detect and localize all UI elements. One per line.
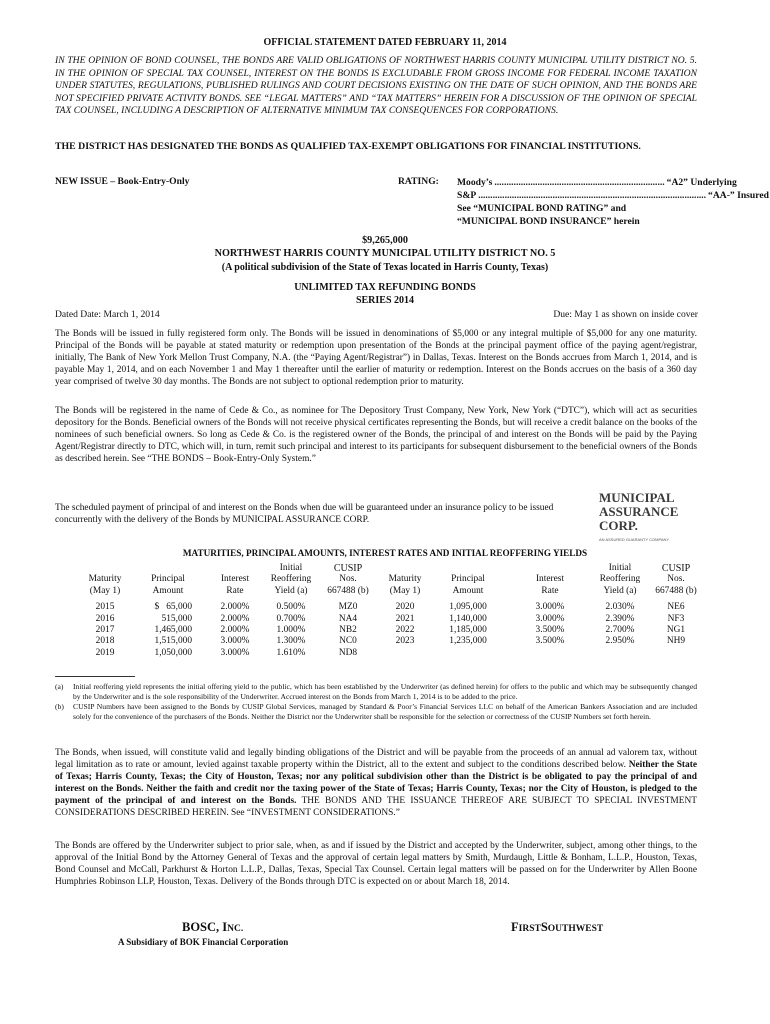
table-cell: 1,050,000: [154, 647, 192, 658]
table-cell: 3.000%: [220, 636, 250, 647]
bosc-subsidiary-line: A Subsidiary of BOK Financial Corporation: [118, 937, 289, 947]
rating-note-2: “MUNICIPAL BOND INSURANCE” herein: [457, 216, 640, 227]
table-cell: 1.610%: [276, 647, 306, 658]
bond-counsel-opinion: IN THE OPINION OF BOND COUNSEL, THE BONDS ARE VALID OBLIGATIONS OF NORTHWEST HARRIS COUNTY MUNICIPAL UTILITY DISTRICT NO. 5. IN THE OPINION OF SPECIAL TAX COUNSEL, INTEREST ON THE BONDS IS EXCLUDABLE FROM GROSS INCOME FOR FEDERAL INCOME TAXATION UNDER STATUTES, REGULATIONS, PUBLISHED RULINGS AND COURT DECISIONS EXISTING ON THE DATE OF SUCH OPINION, AND THE BONDS ARE NOT SPECIFIED PRIVATE ACTIVITY BONDS. SEE “LEGAL MATTERS” AND “TAX MATTERS” HEREIN FOR A DISCUSSION OF THE OPINION OF SPECIAL TAX COUNSEL, INCLUDING A DESCRIPTION OF ALTERNATIVE MINIMUM TAX CONSEQUENCES FOR CORPORATIONS.: [55, 55, 697, 117]
table-header-row: [380, 563, 706, 574]
footnote-label: (a): [55, 682, 64, 691]
table-cell: NB2: [339, 625, 357, 636]
table-cell: 2.000%: [220, 625, 250, 636]
col-maturity: Maturity: [88, 574, 122, 585]
footnote-b: [55, 702, 697, 721]
rating-agency-sp: S&P: [457, 190, 477, 201]
logo-tagline: AN ASSURED GUARANTY COMPANY: [599, 537, 670, 542]
col-maturity: Maturity: [388, 574, 422, 585]
table-cell: NE6: [667, 602, 685, 613]
security-text-2: THE BONDS AND THE ISSUANCE THEREOF ARE SUBJECT TO SPECIAL INVESTMENT CONSIDERATIONS DESCRIBED HEREIN. See “INVESTMENT CONSIDERATIONS.”: [55, 796, 697, 818]
table-cell: 0.500%: [276, 602, 306, 613]
col-initial: Initial: [279, 563, 303, 573]
table-cell: ND8: [338, 647, 358, 658]
table-header-row: [380, 586, 706, 597]
table-cell: 3.000%: [535, 613, 565, 624]
dated-date: Dated Date: March 1, 2014: [55, 309, 160, 320]
rating-moodys: [457, 176, 737, 189]
underwriter-bosc: [182, 920, 243, 935]
table-cell: NG1: [666, 625, 686, 636]
rating-value-moodys: “A2” Underlying: [666, 177, 737, 188]
rating-note-1: See “MUNICIPAL BOND RATING” and: [457, 203, 627, 214]
col-rate: Rate: [541, 585, 559, 596]
table-header-row: [80, 563, 378, 574]
rating-block: [457, 176, 769, 228]
col-may1: (May 1): [389, 585, 421, 596]
municipal-assurance-corp-logo: [597, 489, 707, 544]
col-may1: (May 1): [89, 585, 121, 596]
table-header-row: [80, 586, 378, 597]
rating-agency-moodys: Moody’s: [457, 177, 493, 188]
table-row: [80, 648, 378, 659]
table-row: [380, 614, 706, 625]
fsw-outhwest: OUTHWEST: [547, 924, 604, 934]
table-row: [80, 602, 378, 613]
table-header-row: [80, 574, 378, 585]
fsw-letter-s: S: [540, 920, 548, 934]
fsw-letter-f: F: [511, 920, 519, 934]
col-cusip-base: 667488 (b): [327, 585, 369, 596]
footnotes: [55, 682, 697, 722]
footnote-text: CUSIP Numbers have been assigned to the Bonds by CUSIP Global Services, managed by Standard & Poor’s Financial Services LLC on behalf of the American Bankers Association and are included solely for the convenience of the purchasers of the Bonds. Neither the District nor the Underwriter shall be responsible for the selection or correctness of the CUSIP Numbers set forth herein.: [73, 702, 697, 721]
table-cell: 1.300%: [276, 636, 306, 647]
qualified-tax-exempt-notice: THE DISTRICT HAS DESIGNATED THE BONDS AS QUALIFIED TAX-EXEMPT OBLIGATIONS FOR FINANCIAL INSTITUTIONS.: [55, 141, 641, 152]
table-cell: 2.390%: [605, 613, 635, 624]
registration-paragraph: The Bonds will be issued in fully registered form only. The Bonds will be issued in denominations of $5,000 or any integral multiple of $5,000 for any one maturity. Principal of the Bonds will be payable at stated maturity or redemption upon presentation of the Bonds at the principal payment office of the paying agent/registrar, initially, The Bank of New York Mellon Trust Company, N.A. (the “Paying Agent/Registrar”) in Dallas, Texas. Interest on the Bonds accrues from March 1, 2014, and is payable May 1, 2014, and on each November 1 and May 1 thereafter until the earlier of maturity or redemption. Interest on the Bonds accrues on the basis of a 360 day year comprised of twelve 30 day months. The Bonds are not subject to optional redemption prior to maturity.: [55, 329, 697, 387]
table-cell: 1,185,000: [449, 625, 487, 636]
bond-series: SERIES 2014: [355, 295, 415, 306]
issuer-description: (A political subdivision of the State of Texas located in Harris County, Texas): [221, 262, 549, 273]
table-cell: 515,000: [161, 613, 192, 624]
table-row: [80, 636, 378, 647]
table-cell: 3.500%: [535, 625, 565, 636]
maturity-table-left: [80, 563, 378, 659]
table-cell: 2.000%: [220, 613, 250, 624]
bosc-name: BOSC, I: [182, 920, 228, 934]
issue-amount: $9,265,000: [362, 235, 408, 246]
security-text-bold: Neither the State of Texas; Harris County, Texas; the City of Houston, Texas; nor any political subdivision other than the District is be obligated to pay the principal of and interest on the Bonds. Neither the faith and credit nor the taxing power of the State of Texas; Harris County, Texas; nor the City of Houston, is pledged to the payment of the principal of and interest on the Bonds.: [55, 760, 697, 806]
col-amount: Amount: [452, 585, 484, 596]
table-row: [80, 614, 378, 625]
bosc-name-suffix: NC.: [227, 924, 244, 934]
security-paragraph: [55, 747, 697, 819]
logo-line-3: CORP.: [599, 518, 638, 533]
table-cell: 2.030%: [605, 602, 635, 613]
book-entry-paragraph: The Bonds will be registered in the name of Cede & Co., as nominee for The Depository Trust Company, New York, New York (“DTC”), which will act as securities depository for the Bonds. Beneficial owners of the Bonds will not receive physical certificates representing the Bonds, but will receive a credit balance on the books of the nominees of such beneficial owners. So long as Cede & Co. is the registered owner of the Bonds, the principal of and interest on the Bonds will be paid by the Paying Agent/Registrar directly to DTC, which will, in turn, remit such principal and interest to its participants for subsequent disbursement to the beneficial owners of the Bonds as described herein. See “THE BONDS – Book-Entry-Only System.”: [55, 406, 697, 464]
document-heading: OFFICIAL STATEMENT DATED FEBRUARY 11, 2014: [263, 37, 507, 48]
table-cell: 1,515,000: [154, 636, 192, 647]
table-cell: 2020: [395, 602, 415, 613]
maturity-table-right: [380, 563, 706, 648]
table-cell: 1,235,000: [449, 636, 487, 647]
col-cusip: CUSIP: [661, 563, 691, 574]
table-cell: NA4: [338, 613, 358, 624]
col-principal: Principal: [151, 574, 185, 585]
due-date: Due: May 1 as shown on inside cover: [553, 309, 698, 320]
table-cell: 3.000%: [535, 602, 565, 613]
rating-value-sp: “AA-” Insured: [708, 190, 769, 201]
table-cell: NF3: [667, 613, 685, 624]
col-initial: Initial: [608, 563, 632, 573]
table-cell: 2019: [95, 647, 115, 658]
issuer-name: NORTHWEST HARRIS COUNTY MUNICIPAL UTILITY DISTRICT NO. 5: [214, 248, 556, 259]
table-cell: 2022: [395, 625, 415, 636]
table-cell: 2015: [95, 602, 115, 613]
table-cell: 2018: [95, 636, 115, 647]
table-header-row: [380, 574, 706, 585]
col-yield: Yield (a): [274, 585, 308, 596]
col-reoffering: Reoffering: [599, 574, 641, 585]
table-cell: 2023: [395, 636, 415, 647]
maturities-title: MATURITIES, PRINCIPAL AMOUNTS, INTEREST RATES AND INITIAL REOFFERING YIELDS: [182, 548, 588, 558]
leader-dots: .......................................................................: [494, 177, 665, 188]
table-row: [380, 636, 706, 647]
table-cell: 2017: [95, 625, 115, 636]
footnote-text: Initial reoffering yield represents the initial offering yield to the public, which has been established by the Underwriter (as defined herein) for offers to the public and which may be subsequently changed by the Underwriter and is the sole responsibility of the Underwriter. Accrued interest on the Bonds from March 1, 2014 is to be added to the price.: [73, 682, 697, 701]
table-row: [380, 602, 706, 613]
rating-sp: [457, 189, 769, 202]
table-cell: 2016: [95, 613, 115, 624]
table-row: [380, 625, 706, 636]
col-yield: Yield (a): [603, 585, 637, 596]
new-issue-label: NEW ISSUE – Book-Entry-Only: [55, 176, 190, 187]
col-reoffering: Reoffering: [270, 574, 312, 585]
col-cusip-base: 667488 (b): [655, 585, 697, 596]
underwriter-firstsouthwest: [511, 920, 603, 935]
footnote-label: (b): [55, 702, 64, 712]
col-nos: Nos.: [667, 574, 685, 585]
col-cusip: CUSIP: [333, 563, 363, 574]
table-cell: 1,095,000: [449, 602, 487, 613]
footnote-a: [55, 682, 697, 701]
table-cell: 3.000%: [220, 647, 250, 658]
leader-dots: ...............................................................................................: [478, 190, 707, 201]
table-cell: MZ0: [338, 602, 358, 613]
table-cell: NC0: [339, 636, 357, 647]
table-cell: 3.500%: [535, 636, 565, 647]
bond-title: UNLIMITED TAX REFUNDING BONDS: [294, 282, 476, 293]
table-cell: 2.950%: [605, 636, 635, 647]
rating-label: RATING:: [398, 176, 439, 187]
security-text-1: The Bonds, when issued, will constitute valid and legally binding obligations of the District and will be payable from the proceeds of an annual ad valorem tax, without legal limitation as to rate or amount, levied against taxable property within the District, all to the extent and subject to the conditions described below.: [55, 748, 697, 770]
col-nos: Nos.: [339, 574, 357, 585]
table-cell: 2.700%: [605, 625, 635, 636]
logo-line-2: ASSURANCE: [599, 504, 679, 519]
footnote-divider: [55, 676, 135, 677]
insurance-paragraph: The scheduled payment of principal of and interest on the Bonds when due will be guaranteed under an insurance policy to be issued concurrently with the delivery of the Bonds by MUNICIPAL ASSURANCE CORP.: [55, 503, 554, 525]
col-principal: Principal: [451, 574, 485, 585]
table-row: [80, 625, 378, 636]
table-cell: NH9: [666, 636, 686, 647]
underwriting-paragraph: The Bonds are offered by the Underwriter subject to prior sale, when, as and if issued by the District and accepted by the Underwriter, subject, among other things, to the approval of the Initial Bond by the Attorney General of Texas and the approval of certain legal matters by Smith, Murdaugh, Little & Bonham, L.L.P., Houston, Texas, Bond Counsel and McCall, Parkhurst & Horton L.L.P., Dallas, Texas, Special Tax Counsel. Certain legal matters will be passed on for the Underwriter by Allen Boone Humphries Robinson LLP, Houston, Texas. Delivery of the Bonds through DTC is expected on or about March 18, 2014.: [55, 841, 697, 887]
table-cell: 0.700%: [276, 613, 306, 624]
table-cell: 2021: [395, 613, 415, 624]
col-interest: Interest: [220, 574, 250, 585]
col-rate: Rate: [226, 585, 244, 596]
col-amount: Amount: [152, 585, 184, 596]
table-cell: 1,140,000: [449, 613, 487, 624]
col-interest: Interest: [535, 574, 565, 585]
table-cell: $ 65,000: [154, 602, 192, 613]
table-cell: 2.000%: [220, 602, 250, 613]
logo-line-1: MUNICIPAL: [599, 490, 675, 505]
table-cell: 1.000%: [276, 625, 306, 636]
table-cell: 1,465,000: [154, 625, 192, 636]
fsw-irst: IRST: [518, 924, 541, 934]
